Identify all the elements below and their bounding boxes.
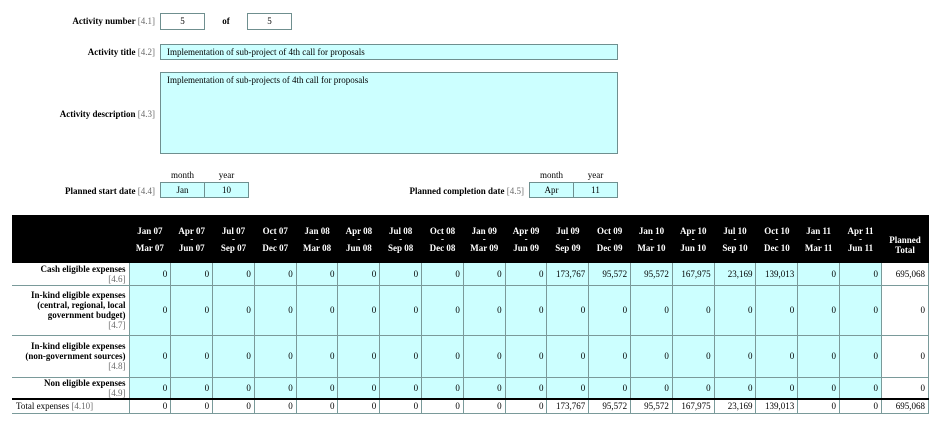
expense-cell[interactable]: 0 <box>798 285 840 335</box>
period-start: Jan 10 <box>638 225 665 236</box>
period-dash: - <box>817 233 821 244</box>
expense-cell[interactable]: 0 <box>547 335 589 377</box>
expense-cell[interactable]: 0 <box>463 263 505 285</box>
period-end: Dec 09 <box>596 242 623 253</box>
start-year-header: year <box>218 170 235 180</box>
expense-row-label <box>12 377 129 399</box>
expense-cell[interactable]: 0 <box>463 285 505 335</box>
activity-number-field[interactable]: 5 <box>160 13 205 30</box>
expense-cell[interactable]: 0 <box>422 285 464 335</box>
expense-label-code: [4.10] <box>71 401 94 412</box>
expense-cell[interactable]: 0 <box>380 263 422 285</box>
expense-cell: 139,013 <box>756 399 798 413</box>
of-label: of <box>222 16 230 26</box>
expense-cell: 0 <box>338 399 380 413</box>
expense-cell[interactable]: 0 <box>672 377 714 399</box>
period-end: Sep 09 <box>555 242 581 253</box>
total-expenses-row <box>12 399 929 413</box>
period-header <box>129 215 171 263</box>
expense-cell[interactable]: 0 <box>129 263 171 285</box>
period-start: Jan 07 <box>137 225 163 236</box>
period-header <box>714 215 756 263</box>
expense-cell[interactable]: 0 <box>547 377 589 399</box>
expense-cell: 0 <box>296 399 338 413</box>
period-end: Dec 07 <box>262 242 289 253</box>
expense-row <box>12 335 929 377</box>
expense-cell[interactable]: 0 <box>798 377 840 399</box>
expense-cell[interactable]: 0 <box>422 335 464 377</box>
expense-label-text: Non eligible expenses <box>43 377 126 388</box>
activity-title-label: Activity title [4.2] <box>87 47 155 57</box>
period-header <box>505 215 547 263</box>
period-end: Jun 08 <box>346 242 372 253</box>
planned-total-cell: 0 <box>882 377 929 399</box>
expense-cell[interactable]: 173,767 <box>547 263 589 285</box>
expense-cell[interactable]: 0 <box>505 285 547 335</box>
expense-cell[interactable]: 0 <box>338 377 380 399</box>
period-end: Sep 10 <box>722 242 748 253</box>
period-end: Jun 09 <box>513 242 539 253</box>
expense-cell[interactable]: 95,572 <box>631 263 673 285</box>
planned-total-cell: 0 <box>882 285 929 335</box>
expense-cell: 167,975 <box>672 399 714 413</box>
expense-cell[interactable]: 0 <box>380 335 422 377</box>
expense-cell[interactable]: 0 <box>254 335 296 377</box>
expense-cell[interactable]: 23,169 <box>714 263 756 285</box>
period-header <box>798 215 840 263</box>
expense-cell[interactable]: 0 <box>798 263 840 285</box>
activity-number-label: Activity number [4.1] <box>72 16 155 26</box>
expense-cell[interactable]: 0 <box>589 335 631 377</box>
expense-cell: 0 <box>840 399 882 413</box>
period-dash: - <box>440 233 444 244</box>
expenses-table <box>12 215 929 414</box>
expense-cell[interactable]: 0 <box>338 335 380 377</box>
expense-cell[interactable]: 0 <box>463 335 505 377</box>
period-dash: - <box>482 233 486 244</box>
activity-description-label: Activity description [4.3] <box>59 109 155 119</box>
expense-cell[interactable]: 0 <box>380 285 422 335</box>
expense-cell[interactable]: 0 <box>840 335 882 377</box>
period-header <box>380 215 422 263</box>
period-dash: - <box>231 233 235 244</box>
expense-cell[interactable]: 0 <box>505 377 547 399</box>
expense-cell[interactable]: 0 <box>296 263 338 285</box>
period-dash: - <box>190 233 194 244</box>
period-dash: - <box>649 233 653 244</box>
period-dash: - <box>859 233 863 244</box>
expense-cell[interactable]: 0 <box>171 377 213 399</box>
expense-cell: 0 <box>171 399 213 413</box>
period-dash: - <box>691 233 695 244</box>
expense-cell[interactable]: 0 <box>129 335 171 377</box>
expense-cell[interactable]: 0 <box>296 335 338 377</box>
period-header <box>756 215 798 263</box>
expense-label-text: Cash eligible expenses <box>40 263 126 274</box>
expense-label-code: [4.6] <box>108 273 126 284</box>
expense-row-label <box>12 399 129 413</box>
expense-cell[interactable]: 0 <box>213 377 255 399</box>
period-start: Apr 10 <box>679 225 707 236</box>
expense-cell[interactable]: 0 <box>672 335 714 377</box>
expense-cell[interactable]: 0 <box>171 285 213 335</box>
period-header <box>213 215 255 263</box>
expense-row <box>12 263 929 285</box>
period-start: Jan 08 <box>304 225 330 236</box>
expense-row <box>12 377 929 399</box>
expense-cell: 95,572 <box>589 399 631 413</box>
expense-cell: 0 <box>463 399 505 413</box>
expense-cell[interactable]: 0 <box>672 285 714 335</box>
expense-cell[interactable]: 0 <box>213 285 255 335</box>
row-label-header <box>12 215 129 263</box>
period-start: Jan 11 <box>806 225 832 236</box>
expense-cell: 95,572 <box>631 399 673 413</box>
start-date-label: Planned start date [4.4] <box>65 186 155 196</box>
period-header <box>463 215 505 263</box>
expense-cell[interactable]: 0 <box>296 377 338 399</box>
period-header <box>547 215 589 263</box>
expense-cell[interactable]: 0 <box>840 285 882 335</box>
expense-cell: 0 <box>380 399 422 413</box>
period-end: Sep 07 <box>220 242 247 253</box>
period-start: Apr 07 <box>178 225 205 236</box>
expense-label-code: [4.9] <box>108 387 126 398</box>
period-start: Jul 09 <box>556 225 580 236</box>
activity-description-field[interactable]: Implementation of sub-projects of 4th call for proposals <box>160 72 618 154</box>
period-header <box>840 215 882 263</box>
planned-total-cell: 695,068 <box>882 399 929 413</box>
expense-cell[interactable]: 0 <box>254 285 296 335</box>
expense-row-label <box>12 335 129 377</box>
planned-total-header: Planned Total <box>882 215 929 263</box>
expense-cell[interactable]: 0 <box>254 263 296 285</box>
planned-total-cell: 695,068 <box>882 263 929 285</box>
expense-cell[interactable]: 0 <box>213 335 255 377</box>
expense-cell[interactable]: 0 <box>756 335 798 377</box>
period-start: Jul 07 <box>221 225 246 236</box>
period-end: Dec 08 <box>429 242 456 253</box>
completion-date-label: Planned completion date [4.5] <box>409 186 524 196</box>
start-month-header: month <box>170 170 194 180</box>
expense-cell: 0 <box>422 399 464 413</box>
expense-label-code: [4.8] <box>108 361 126 371</box>
period-dash: - <box>315 233 319 244</box>
period-header-row <box>12 215 929 263</box>
period-header <box>296 215 338 263</box>
period-start: Oct 08 <box>429 225 456 236</box>
expense-cell[interactable]: 95,572 <box>589 263 631 285</box>
period-end: Mar 10 <box>637 242 666 253</box>
period-dash: - <box>733 233 737 244</box>
period-start: Oct 10 <box>764 225 790 236</box>
expense-cell[interactable]: 0 <box>589 285 631 335</box>
period-header <box>631 215 673 263</box>
expense-row-label <box>12 285 129 335</box>
expense-cell[interactable]: 167,975 <box>672 263 714 285</box>
period-start: Oct 09 <box>597 225 623 236</box>
expense-cell: 0 <box>798 399 840 413</box>
period-dash: - <box>566 233 570 244</box>
period-start: Apr 09 <box>512 225 540 236</box>
period-dash: - <box>357 233 361 244</box>
expense-cell[interactable]: 0 <box>631 377 673 399</box>
period-dash: - <box>775 233 779 244</box>
expense-cell[interactable]: 0 <box>840 263 882 285</box>
expense-cell[interactable]: 0 <box>171 335 213 377</box>
expense-cell[interactable]: 0 <box>756 377 798 399</box>
period-dash: - <box>273 233 277 244</box>
expense-cell[interactable]: 0 <box>505 263 547 285</box>
expense-cell: 0 <box>505 399 547 413</box>
expense-label-code: [4.7] <box>108 320 126 330</box>
period-dash: - <box>399 233 403 244</box>
period-start: Apr 11 <box>847 225 874 236</box>
expense-row <box>12 285 929 335</box>
activity-total-field[interactable]: 5 <box>247 13 292 30</box>
expense-cell[interactable]: 0 <box>463 377 505 399</box>
period-header <box>422 215 464 263</box>
period-header <box>672 215 714 263</box>
expense-cell[interactable]: 0 <box>422 263 464 285</box>
expense-cell[interactable]: 0 <box>171 263 213 285</box>
expense-cell[interactable]: 0 <box>631 285 673 335</box>
expense-cell: 173,767 <box>547 399 589 413</box>
period-end: Mar 08 <box>303 242 332 253</box>
expense-row-label <box>12 263 129 285</box>
period-start: Jul 08 <box>389 225 413 236</box>
completion-month-field[interactable]: Apr <box>529 182 574 198</box>
period-header <box>171 215 213 263</box>
expense-cell[interactable]: 0 <box>714 285 756 335</box>
period-start: Oct 07 <box>262 225 288 236</box>
expense-cell[interactable]: 0 <box>422 377 464 399</box>
period-header <box>254 215 296 263</box>
expense-cell[interactable]: 0 <box>129 377 171 399</box>
expense-cell[interactable]: 0 <box>714 377 756 399</box>
expense-cell[interactable]: 0 <box>129 285 171 335</box>
completion-year-field[interactable]: 11 <box>573 182 618 198</box>
expense-cell[interactable]: 0 <box>756 285 798 335</box>
period-end: Dec 10 <box>763 242 790 253</box>
expense-cell: 23,169 <box>714 399 756 413</box>
completion-month-header: month <box>539 170 563 180</box>
completion-year-header: year <box>587 170 604 180</box>
period-dash: - <box>148 233 152 244</box>
period-end: Jun 10 <box>680 242 707 253</box>
expense-cell[interactable]: 0 <box>547 285 589 335</box>
start-month-field[interactable]: Jan <box>160 182 205 198</box>
expense-cell[interactable]: 0 <box>338 285 380 335</box>
period-end: Mar 09 <box>470 242 499 253</box>
activity-title-field[interactable]: Implementation of sub-project of 4th call for proposals <box>160 44 618 60</box>
expense-cell[interactable]: 0 <box>631 335 673 377</box>
expense-cell: 0 <box>254 399 296 413</box>
expense-cell[interactable]: 0 <box>213 263 255 285</box>
expense-label-text: In-kind eligible expenses (central, regional, local government budget) <box>30 290 126 320</box>
period-end: Mar 07 <box>135 242 164 253</box>
expense-cell[interactable]: 139,013 <box>756 263 798 285</box>
expense-cell[interactable]: 0 <box>798 335 840 377</box>
period-dash: - <box>608 233 612 244</box>
expense-label-text: In-kind eligible expenses (non-government sources) <box>25 341 126 361</box>
expense-cell[interactable]: 0 <box>714 335 756 377</box>
start-year-field[interactable]: 10 <box>204 182 249 198</box>
expense-cell[interactable]: 0 <box>505 335 547 377</box>
period-end: Jun 07 <box>178 242 205 253</box>
expense-label-text: Total expenses <box>16 401 70 412</box>
period-start: Jul 10 <box>723 225 747 236</box>
expense-cell: 0 <box>213 399 255 413</box>
period-start: Apr 08 <box>345 225 373 236</box>
period-end: Sep 08 <box>388 242 414 253</box>
period-end: Mar 11 <box>804 242 833 253</box>
period-end: Jun 11 <box>847 242 874 253</box>
expense-cell[interactable]: 0 <box>338 263 380 285</box>
expense-cell[interactable]: 0 <box>254 377 296 399</box>
expense-cell[interactable]: 0 <box>380 377 422 399</box>
expense-cell[interactable]: 0 <box>589 377 631 399</box>
expense-cell: 0 <box>129 399 171 413</box>
expense-cell[interactable]: 0 <box>296 285 338 335</box>
period-header <box>589 215 631 263</box>
period-start: Jan 09 <box>471 225 497 236</box>
expense-cell[interactable]: 0 <box>840 377 882 399</box>
planned-total-cell: 0 <box>882 335 929 377</box>
period-header <box>338 215 380 263</box>
period-dash: - <box>524 233 528 244</box>
